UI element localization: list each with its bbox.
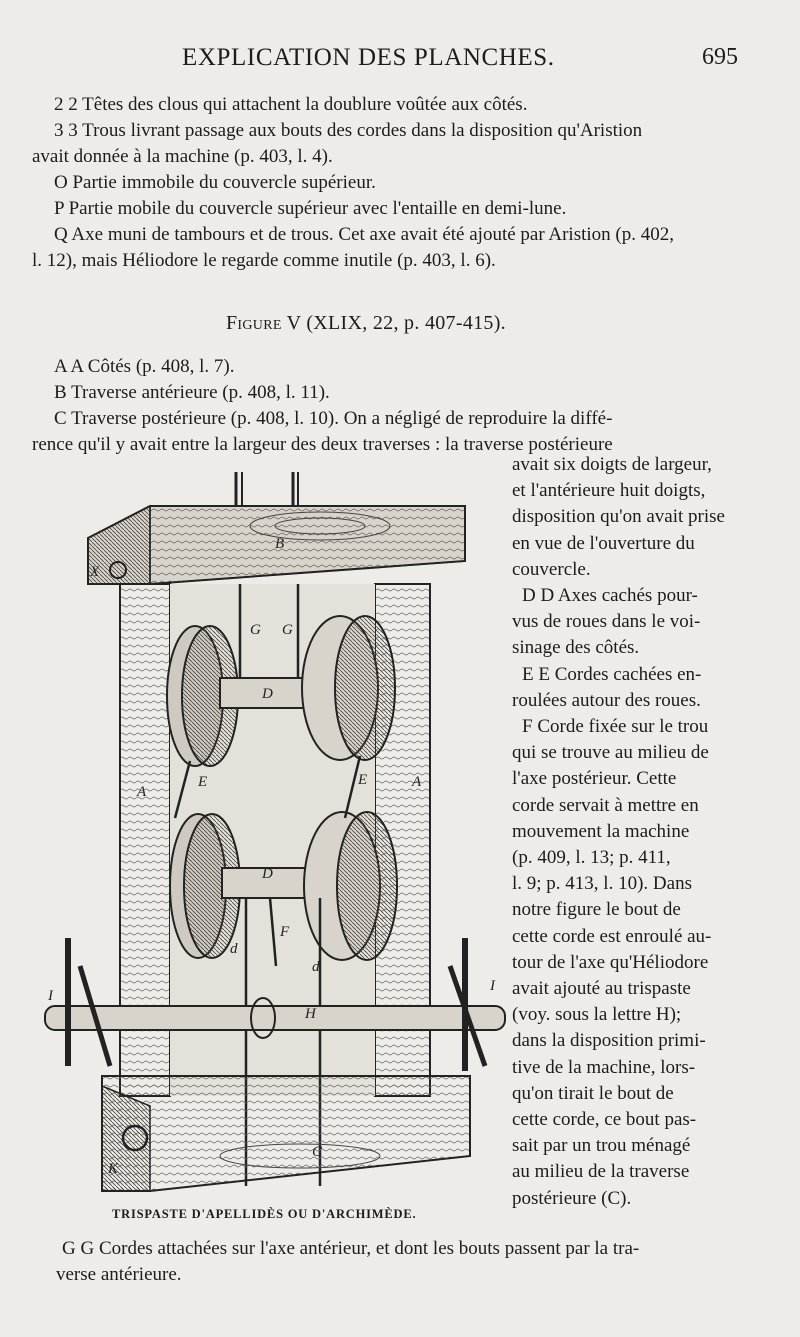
- label-d-upper: D: [262, 686, 273, 702]
- column-line: sait par un trou ménagé: [512, 1135, 691, 1157]
- column-line: sinage des côtés.: [512, 637, 640, 659]
- column-line: l. 9; p. 413, l. 10). Dans: [512, 873, 692, 895]
- label-k: K: [108, 1161, 119, 1177]
- label-h: H: [305, 1006, 316, 1022]
- entry-line: 2 2 Têtes des clous qui attachent la doublure voûtée aux côtés.: [54, 94, 528, 115]
- column-line: dans la disposition primi-: [512, 1030, 706, 1052]
- label-i-right: I: [490, 978, 495, 994]
- trispaste-illustration: [40, 466, 510, 1206]
- entry-line: avait donnée à la machine (p. 403, l. 4).: [32, 146, 333, 167]
- right-column-text: [512, 452, 750, 1212]
- entry-line: 3 3 Trous livrant passage aux bouts des cordes dans la disposition qu'Aristion: [54, 120, 643, 141]
- figure-caption: TRISPASTE D'APELLIDÈS OU D'ARCHIMÈDE.: [112, 1207, 417, 1221]
- column-line: vus de roues dans le voi-: [512, 611, 701, 633]
- entry-line: C Traverse postérieure (p. 408, l. 10). On a négligé de reproduire la diffé-: [54, 408, 613, 429]
- label-c: C: [312, 1144, 323, 1160]
- label-i-left: I: [48, 988, 53, 1004]
- entry-line: l. 12), mais Héliodore le regarde comme inutile (p. 403, l. 6).: [32, 250, 496, 271]
- entry-line: P Partie mobile du couvercle supérieur avec l'entaille en demi-lune.: [54, 198, 567, 219]
- entry-line: O Partie immobile du couvercle supérieur.: [54, 172, 376, 193]
- column-line: cette corde est enroulé au-: [512, 925, 712, 947]
- page-number: 695: [702, 44, 738, 70]
- label-g-right: G: [282, 622, 293, 638]
- column-line: notre figure le bout de: [512, 899, 681, 921]
- entry-line: Q Axe muni de tambours et de trous. Cet axe avait été ajouté par Aristion (p. 402,: [54, 224, 674, 245]
- label-f: F: [280, 924, 290, 940]
- column-line: cette corde, ce bout pas-: [512, 1109, 697, 1131]
- column-line: postérieure (C).: [512, 1187, 632, 1209]
- entry-line: rence qu'il y avait entre la largeur des deux traverses : la traverse postérieure: [32, 434, 613, 455]
- column-line: avait six doigts de largeur,: [512, 454, 712, 475]
- label-d-small-left: d: [230, 941, 238, 957]
- label-d-small-right: d: [312, 959, 320, 975]
- label-x: X: [90, 564, 100, 580]
- column-line: qu'on tirait le bout de: [512, 1082, 674, 1104]
- entry-line: G G Cordes attachées sur l'axe antérieur, et dont les bouts passent par la tra-: [62, 1238, 640, 1259]
- figure-heading: [226, 312, 506, 335]
- label-b: B: [275, 536, 285, 552]
- column-line: mouvement la machine: [512, 820, 690, 842]
- column-line: (p. 409, l. 13; p. 411,: [512, 847, 671, 869]
- entry-line: A A Côtés (p. 408, l. 7).: [54, 356, 235, 377]
- column-line: E E Cordes cachées en-: [522, 663, 702, 685]
- column-line: corde servait à mettre en: [512, 794, 699, 816]
- label-e-right: E: [358, 772, 368, 788]
- column-line: couvercle.: [512, 558, 591, 580]
- column-line: roulées autour des roues.: [512, 689, 701, 711]
- figure-heading-label: Figure: [226, 312, 282, 334]
- label-e-left: E: [198, 774, 208, 790]
- column-line: et l'antérieure huit doigts,: [512, 480, 706, 502]
- column-line: F Corde fixée sur le trou: [522, 716, 709, 738]
- column-line: en vue de l'ouverture du: [512, 532, 695, 554]
- entry-line: B Traverse antérieure (p. 408, l. 11).: [54, 382, 330, 403]
- mid-entries: [32, 354, 750, 458]
- label-a-left: A: [137, 784, 147, 800]
- column-line: qui se trouve au milieu de: [512, 742, 709, 764]
- running-title: EXPLICATION DES PLANCHES.: [182, 44, 555, 71]
- label-a-right: A: [412, 774, 422, 790]
- running-header: [0, 44, 800, 78]
- column-line: avait ajouté au trispaste: [512, 978, 691, 1000]
- column-line: au milieu de la traverse: [512, 1161, 690, 1183]
- label-g-left: G: [250, 622, 261, 638]
- column-line: l'axe postérieur. Cette: [512, 768, 677, 790]
- column-line: disposition qu'on avait prise: [512, 506, 725, 528]
- bottom-beam: [102, 1076, 470, 1191]
- column-line: (voy. sous la lettre H);: [512, 1004, 682, 1026]
- column-line: tive de la machine, lors-: [512, 1056, 696, 1078]
- top-entries: [32, 92, 750, 274]
- top-ropes: [236, 472, 298, 508]
- column-line: D D Axes cachés pour-: [522, 585, 698, 607]
- column-line: tour de l'axe qu'Héliodore: [512, 951, 709, 973]
- figure-heading-rest: V (XLIX, 22, p. 407-415).: [286, 312, 506, 334]
- entry-line: verse antérieure.: [56, 1264, 182, 1285]
- bottom-entry: [56, 1236, 750, 1288]
- label-d-lower: D: [262, 866, 273, 882]
